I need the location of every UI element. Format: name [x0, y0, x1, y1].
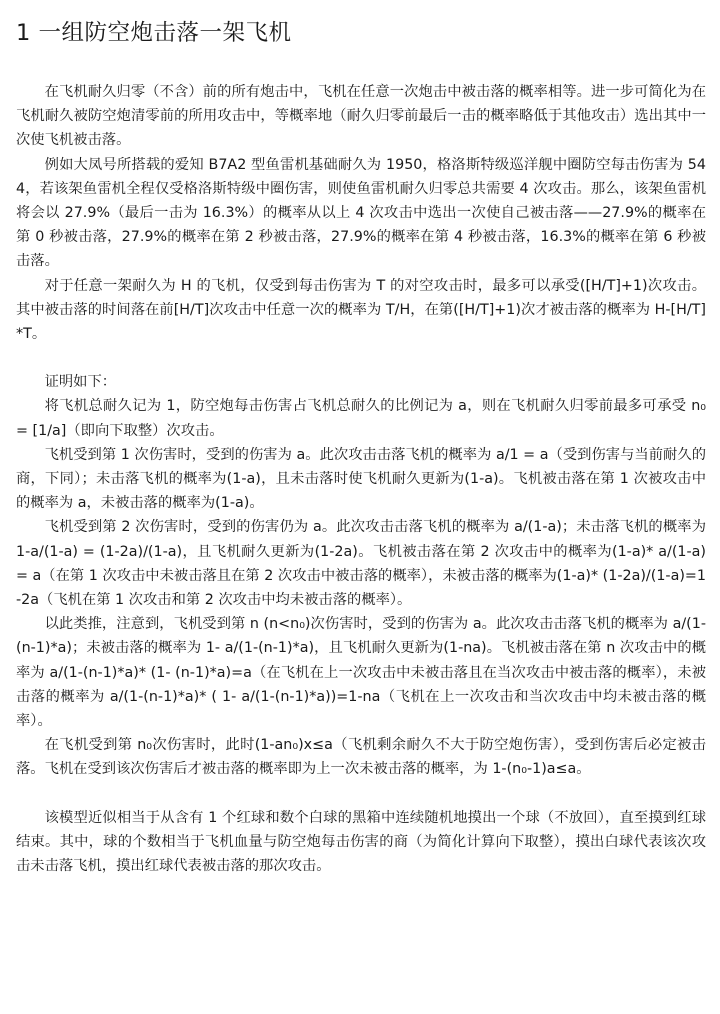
- proof-paragraph-2: 飞机受到第 1 次伤害时，受到的伤害为 a。此次攻击击落飞机的概率为 a/1 = a（受到伤害与当前耐久的商，下同）；未击落飞机的概率为(1-a)，且未击落时使飞机耐久更新为(1-a)。飞机被击落在第 1 次被攻击中的概率为 a，未被击落的概率为(1-a)。: [16, 446, 706, 512]
- paragraph-gap: [16, 782, 706, 806]
- general-rule-paragraph: 对于任意一架耐久为 H 的飞机，仅受到每击伤害为 T 的对空攻击时，最多可以承受([H/T]+1)次攻击。其中被击落的时间落在前[H/T]次攻击中任意一次的概率为 T/H，在第([H/T]+1)次才被击落的概率为 H-[H/T]*T。: [16, 277, 706, 343]
- proof-paragraph-3: 飞机受到第 2 次伤害时，受到的伤害仍为 a。此次攻击击落飞机的概率为 a/(1-a)；未击落飞机的概率为 1-a/(1-a) = (1-2a)/(1-a)，且飞机耐久更新为(1-2a)。飞机被击落在第 2 次攻击中的概率为(1-a)* a/(1-a) = a（在第 1 次攻击中未被击落且在第 2 次攻击中被击落的概率），未被击落的概率为(1-a)* (1-2a)/(1-a)=1-2a（飞机在第 1 次攻击和第 2 次攻击中均未被击落的概率）。: [16, 519, 706, 609]
- section-heading: 1 一组防空炮击落一架飞机: [16, 20, 292, 46]
- example-paragraph: 例如大凤号所搭载的爱知 B7A2 型鱼雷机基础耐久为 1950，格洛斯特级巡洋舰中圈防空每击伤害为 544，若该架鱼雷机全程仅受格洛斯特级中圈伤害，则使鱼雷机耐久归零总共需要 4 次攻击。那么，该架鱼雷机将会以 27.9%（最后一击为 16.3%）的概率从以上 4 次攻击中选出一次使自己被击落——27.9%的概率在第 0 秒被击落，27.9%的概率在第 2 秒被击落，27.9%的概率在第 4 秒被击落，16.3%的概率在第 6 秒被击落。: [16, 156, 706, 270]
- proof-paragraph-4: 以此类推，注意到，飞机受到第 n (n<n₀)次伤害时，受到的伤害为 a。此次攻击击落飞机的概率为 a/(1-(n-1)*a)；未被击落的概率为 1- a/(1-(n-1)*a)，且飞机耐久更新为(1-na)。飞机被击落在第 n 次攻击中的概率为 a/(1-(n-1)*a)* (1- (n-1)*a)=a（在飞机在上一次攻击中未被击落且在当次攻击中被击落的概率），未被击落的概率为 a/(1-(n-1)*a)* ( 1- a/(1-(n-1)*a))=1-na（飞机在上一次攻击和当次攻击中均未被击落的概率）。: [16, 616, 706, 730]
- proof-label: 证明如下：: [44, 374, 117, 391]
- closing-paragraph: 该模型近似相当于从含有 1 个红球和数个白球的黑箱中连续随机地摸出一个球（不放回），直至摸到红球结束。其中，球的个数相当于飞机血量与防空炮每击伤害的商（为简化计算向下取整），摸出白球代表该次攻击未击落飞机，摸出红球代表被击落的那次攻击。: [16, 809, 706, 875]
- proof-paragraph-5: 在飞机受到第 n₀次伤害时，此时(1-an₀)x≤a（飞机剩余耐久不大于防空炮伤害），受到伤害后必定被击落。飞机在受到该次伤害后才被击落的概率即为上一次未被击落的概率，为 1-(n₀-1)a≤a。: [16, 737, 706, 778]
- paragraph-gap: [16, 346, 706, 370]
- proof-paragraph-1: 将飞机总耐久记为 1，防空炮每击伤害占飞机总耐久的比例记为 a，则在飞机耐久归零前最多可承受 n₀ = [1/a]（即向下取整）次攻击。: [16, 398, 706, 439]
- intro-paragraph-1: 在飞机耐久归零（不含）前的所有炮击中，飞机在任意一次炮击中被击落的概率相等。进一步可简化为在飞机耐久被防空炮清零前的所用攻击中，等概率地（耐久归零前最后一击的概率略低于其他攻击）选出其中一次使飞机被击落。: [16, 84, 706, 149]
